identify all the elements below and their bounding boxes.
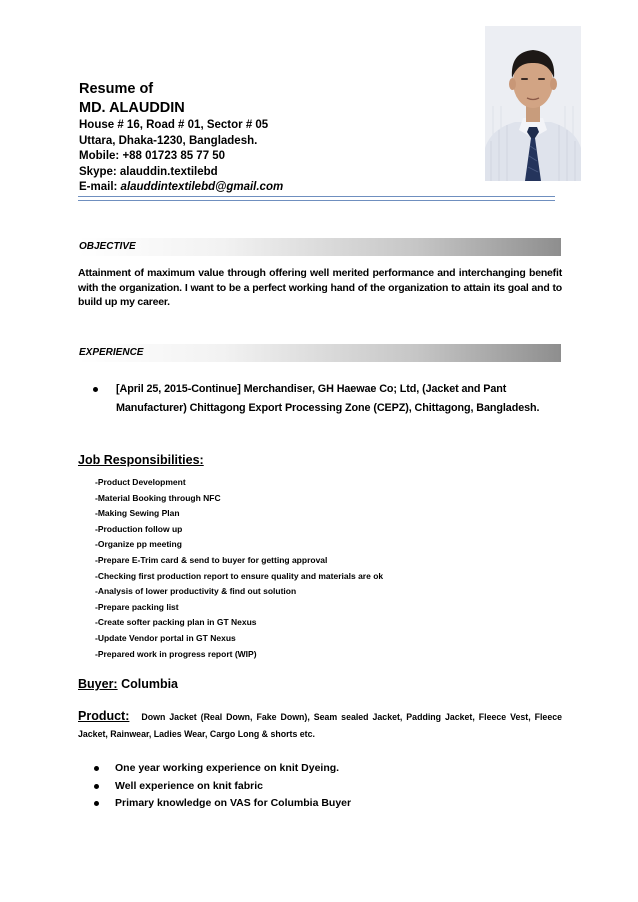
list-item: -Production follow up: [95, 523, 183, 534]
product-label: Product:: [78, 709, 130, 723]
experience-heading: EXPERIENCE: [79, 347, 144, 358]
contact-header: [79, 80, 499, 196]
objective-text: Attainment of maximum value through offering well merited performance and interchanging benefit with the organization. I want to be a perfect working hand of the organization to attain its goal and to build up my career.: [78, 267, 562, 308]
address-line-1: House # 16, Road # 01, Sector # 05: [79, 119, 269, 131]
bullet-icon: [93, 387, 98, 392]
list-item: -Making Sewing Plan: [95, 508, 180, 519]
product-value: Down Jacket (Real Down, Fake Down), Seam sealed Jacket, Padding Jacket, Fleece Vest, Fleece Jacket, Rainwear, Ladies Wear, Cargo Long & shorts etc.: [78, 712, 562, 739]
list-item: -Prepare E-Trim card & send to buyer for getting approval: [95, 554, 328, 565]
email-address: alauddintextilebd@gmail.com: [120, 181, 284, 193]
list-item: -Material Booking through NFC: [95, 492, 221, 503]
skill-item: [94, 795, 554, 813]
list-item: -Update Vendor portal in GT Nexus: [95, 632, 236, 643]
experience-list: [93, 380, 563, 418]
email-label: E-mail:: [79, 181, 121, 193]
candidate-name: MD. ALAUDDIN: [79, 100, 185, 116]
bullet-icon: [94, 766, 99, 771]
objective-banner: [78, 238, 561, 256]
skype-id: Skype: alauddin.textilebd: [79, 165, 218, 178]
resume-title: Resume of: [79, 81, 154, 97]
skill-item: [94, 778, 554, 796]
skill-item: [94, 760, 554, 778]
bullet-icon: [94, 784, 99, 789]
job-responsibilities-list: [95, 475, 515, 662]
list-item: -Prepare packing list: [95, 601, 179, 612]
buyer-label: Buyer:: [78, 677, 118, 691]
experience-banner: [78, 344, 561, 362]
bullet-icon: [94, 801, 99, 806]
list-item: -Prepared work in progress report (WIP): [95, 648, 257, 659]
list-item: -Analysis of lower productivity & find out solution: [95, 586, 297, 597]
buyer-line: [78, 677, 178, 691]
product-line: [78, 708, 562, 743]
experience-item-text: [April 25, 2015-Continue] Merchandiser, GH Haewae Co; Ltd, (Jacket and Pant Manufacturer) Chittagong Export Processing Zone (CEPZ), Chittagong, Bangladesh.: [116, 383, 540, 414]
objective-heading: OBJECTIVE: [79, 241, 136, 252]
skill-text: One year working experience on knit Dyeing.: [115, 762, 340, 774]
list-item: -Organize pp meeting: [95, 539, 182, 550]
skill-text: Primary knowledge on VAS for Columbia Buyer: [115, 797, 352, 809]
list-item: -Checking first production report to ensure quality and materials are ok: [95, 570, 384, 581]
list-item: -Product Development: [95, 477, 186, 487]
mobile-number: Mobile: +88 01723 85 77 50: [79, 150, 226, 162]
job-responsibilities-heading: Job Responsibilities:: [78, 453, 204, 467]
email-line: [79, 180, 499, 196]
address-line-2: Uttara, Dhaka-1230, Bangladesh.: [79, 134, 258, 147]
portrait-image: [485, 26, 581, 181]
experience-item: [93, 380, 563, 418]
profile-photo: [485, 26, 581, 181]
list-item: -Create softer packing plan in GT Nexus: [95, 617, 257, 628]
header-divider-bottom: [78, 200, 555, 201]
header-divider-top: [78, 196, 555, 197]
buyer-value: Columbia: [117, 677, 179, 691]
skill-text: Well experience on knit fabric: [115, 779, 264, 792]
skills-list: [94, 760, 554, 813]
